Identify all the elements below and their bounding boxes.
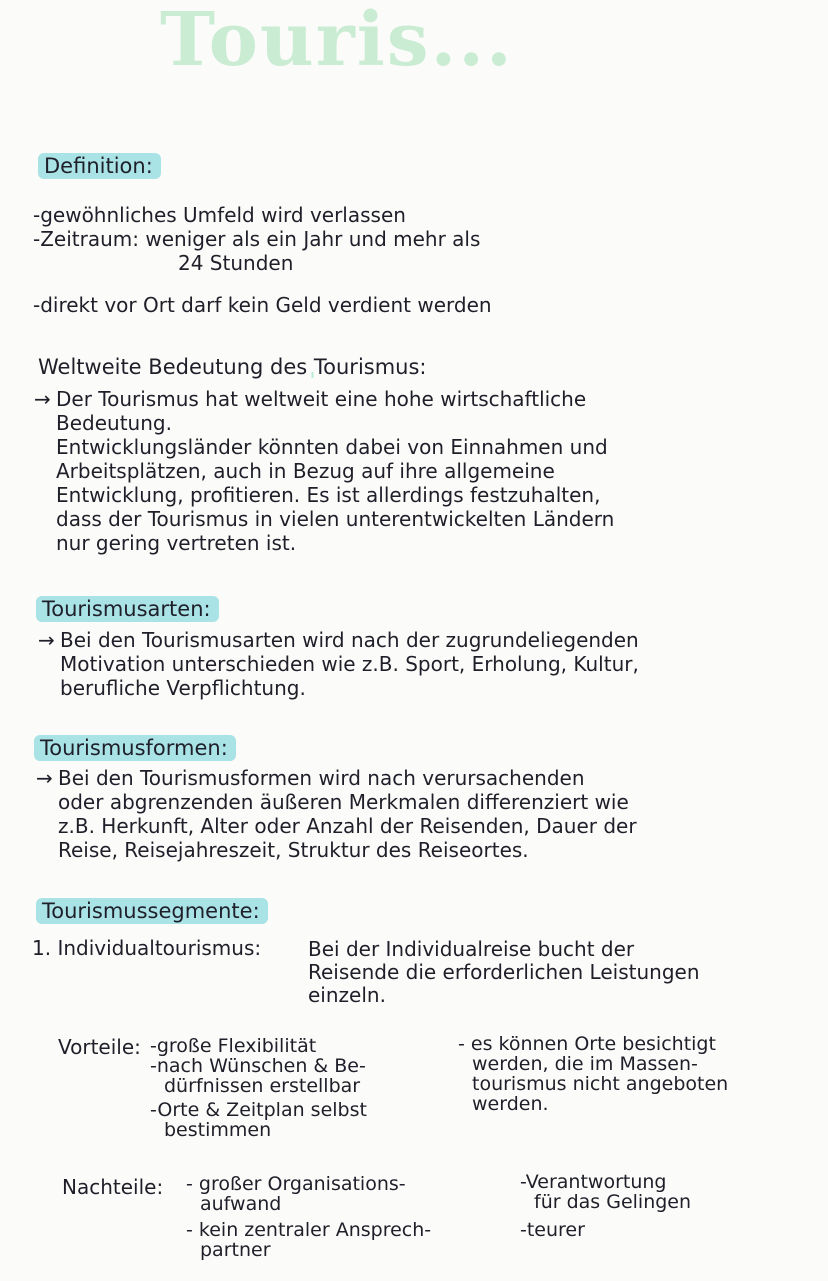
individual-label: 1. Individualtourismus: [32,936,262,960]
nachteil-item: aufwand [200,1193,282,1215]
definition-item: -direkt vor Ort darf kein Geld verdient werden [33,293,492,317]
nachteil-item: - großer Organisations- [186,1173,406,1195]
segmente-heading [36,898,268,924]
definition-item: 24 Stunden [178,251,294,275]
arten-line: berufliche Verpflichtung. [60,676,306,700]
individual-line: einzeln. [308,983,386,1007]
vorteile-left [150,1036,367,1140]
weltweit-line: Bedeutung. [56,411,172,435]
vorteile-right [458,1034,728,1114]
arten-text [38,628,639,700]
nachteile-right [520,1172,691,1240]
weltweit-line: dass der Tourismus in vielen unterentwickelten Ländern [56,507,615,531]
weltweit-line: Entwicklung, profitieren. Es ist allerdings festzuhalten, [56,483,601,507]
formen-line: Reise, Reisejahreszeit, Struktur des Reiseortes. [58,838,529,862]
formen-line: oder abgrenzenden äußeren Merkmalen differenziert wie [58,790,629,814]
weltweit-line: Entwicklungsländer könnten dabei von Einnahmen und [56,435,608,459]
nachteil-item: für das Gelingen [534,1191,692,1213]
nachteil-item: -Verantwortung [520,1171,667,1193]
arten-line: Bei den Tourismusarten wird nach der zugrundeliegenden [60,628,639,652]
definition-item: -Zeitraum: weniger als ein Jahr und mehr als [33,227,481,251]
formen-line: z.B. Herkunft, Alter oder Anzahl der Reisenden, Dauer der [58,814,637,838]
nachteile-label: Nachteile: [62,1175,164,1199]
arten-heading-text: Tourismusarten: [36,596,219,622]
arten-line: Motivation unterschieden wie z.B. Sport, Erholung, Kultur, [60,652,639,676]
vorteil-item: -Orte & Zeitplan selbst [150,1099,367,1121]
definition-heading-text: Definition: [38,153,161,179]
weltweit-heading-text: Weltweite Bedeutung des Tourismus: [38,355,427,379]
formen-line: Bei den Tourismusformen wird nach verursachenden [58,766,585,790]
arten-heading [36,596,219,622]
vorteil-item: werden. [472,1093,549,1115]
individual-line: Bei der Individualreise bucht der [308,937,635,961]
arrow-icon: → [36,766,53,790]
weltweit-line: Der Tourismus hat weltweit eine hohe wirtschaftliche [56,387,587,411]
nachteil-item: - kein zentraler Ansprech- [186,1219,432,1241]
arrow-icon: → [38,628,55,652]
vorteil-item: werden, die im Massen- [472,1053,698,1075]
nachteile-left [186,1174,431,1260]
individual-text [308,938,700,1007]
weltweit-heading [38,355,427,379]
weltweit-line: nur gering vertreten ist. [56,531,297,555]
nachteil-item: partner [200,1239,271,1261]
definition-item: -gewöhnliches Umfeld wird verlassen [33,203,406,227]
vorteil-item: bestimmen [164,1119,272,1141]
page-title: Touris... [160,0,514,83]
individual-line: Reisende die erforderlichen Leistungen [308,960,700,984]
vorteil-item: -große Flexibilität [150,1035,317,1057]
vorteil-item: -nach Wünschen & Be- [150,1055,366,1077]
formen-text [36,766,637,862]
arrow-icon: → [34,387,51,411]
weltweit-line: Arbeitsplätzen, auch in Bezug auf ihre allgemeine [56,459,555,483]
segmente-heading-text: Tourismussegmente: [36,898,268,924]
vorteil-item: - es können Orte besichtigt [458,1033,716,1055]
vorteil-item: tourismus nicht angeboten [472,1073,729,1095]
formen-heading-text: Tourismusformen: [34,735,236,761]
nachteil-item: -teurer [520,1219,585,1241]
definition-heading [38,153,161,179]
weltweit-text [34,387,614,555]
definition-list [33,203,492,317]
vorteile-label: Vorteile: [58,1035,141,1059]
formen-heading [34,735,236,761]
vorteil-item: dürfnissen erstellbar [164,1075,361,1097]
